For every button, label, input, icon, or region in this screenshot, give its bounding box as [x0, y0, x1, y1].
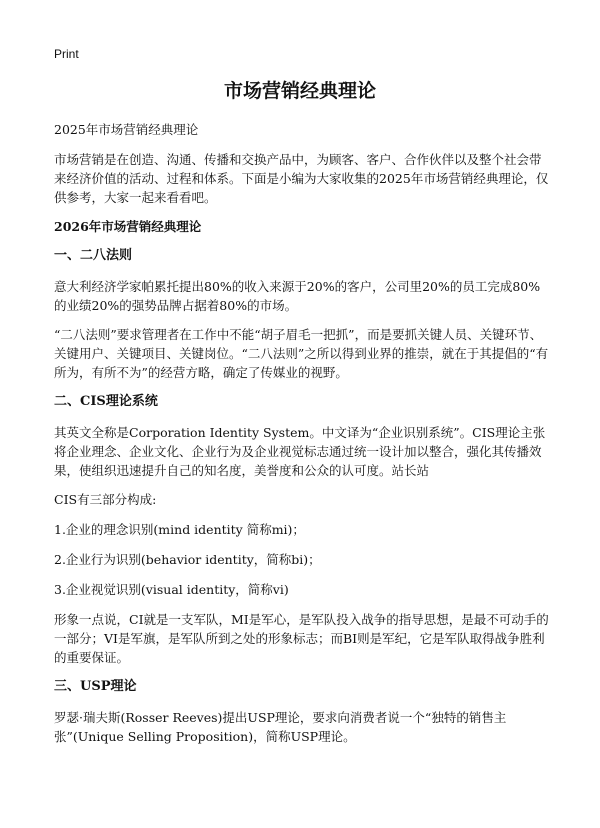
- section-heading-usp: 三、USP理论: [54, 679, 137, 694]
- cis-paragraph-1: 其英文全称是Corporation Identity System。中文译为“企业识别系统”。CIS理论主张将企业理念、企业文化、企业行为及企业视觉标志通过统一设计加以整合，强化其传播效果，使组织迅速提升自己的知名度，美誉度和公众的认可度。站长站: [54, 425, 546, 478]
- main-heading: 2026年市场营销经典理论: [54, 219, 202, 234]
- cis-paragraph-3: 形象一点说，CI就是一支军队，MI是军心，是军队投入战争的指导思想，是最不可动手的一部分；VI是军旗，是军队所到之处的形象标志；而BI则是军纪，它是军队取得战争胜利的重要保证。: [54, 612, 549, 665]
- cis-list-item-1: 1.企业的理念识别(mind identity 简称mi)；: [54, 522, 305, 537]
- document-subtitle: 2025年市场营销经典理论: [54, 122, 199, 137]
- intro-paragraph: 市场营销是在创造、沟通、传播和交换产品中，为顾客、客户、合作伙伴以及整个社会带来经济价值的活动、过程和体系。下面是小编为大家收集的2025年市场营销经典理论，仅供参考，大家一起来看看吧。: [54, 152, 549, 205]
- pareto-paragraph-1: 意大利经济学家帕累托提出80%的收入来源于20%的客户，公司里20%的员工完成80%的业绩20%的强势品牌占据着80%的市场。: [54, 279, 541, 313]
- page-title: 市场营销经典理论: [223, 80, 376, 102]
- cis-list-item-3: 3.企业视觉识别(visual identity，简称vi): [54, 582, 289, 597]
- usp-paragraph-1: 罗瑟·瑞夫斯(Rosser Reeves)提出USP理论，要求向消费者说一个“独特的销售主张”(Unique Selling Proposition)，简称USP理论。: [54, 710, 507, 744]
- cis-paragraph-2: CIS有三部分构成:: [54, 492, 157, 507]
- print-link[interactable]: Print: [54, 47, 79, 61]
- section-heading-cis: 二、CIS理论系统: [54, 394, 158, 409]
- pareto-paragraph-2: “二八法则”要求管理者在工作中不能“胡子眉毛一把抓”，而是要抓关键人员、关键环节、关键用户、关键项目、关键岗位。“二八法则”之所以得到业界的推崇，就在于其提倡的“有所为，有所不为”的经营方略，确定了传媒业的视野。: [54, 327, 549, 380]
- cis-list-item-2: 2.企业行为识别(behavior identity，简称bi)；: [54, 552, 321, 567]
- document-body: [54, 120, 551, 756]
- section-heading-pareto: 一、二八法则: [54, 248, 133, 263]
